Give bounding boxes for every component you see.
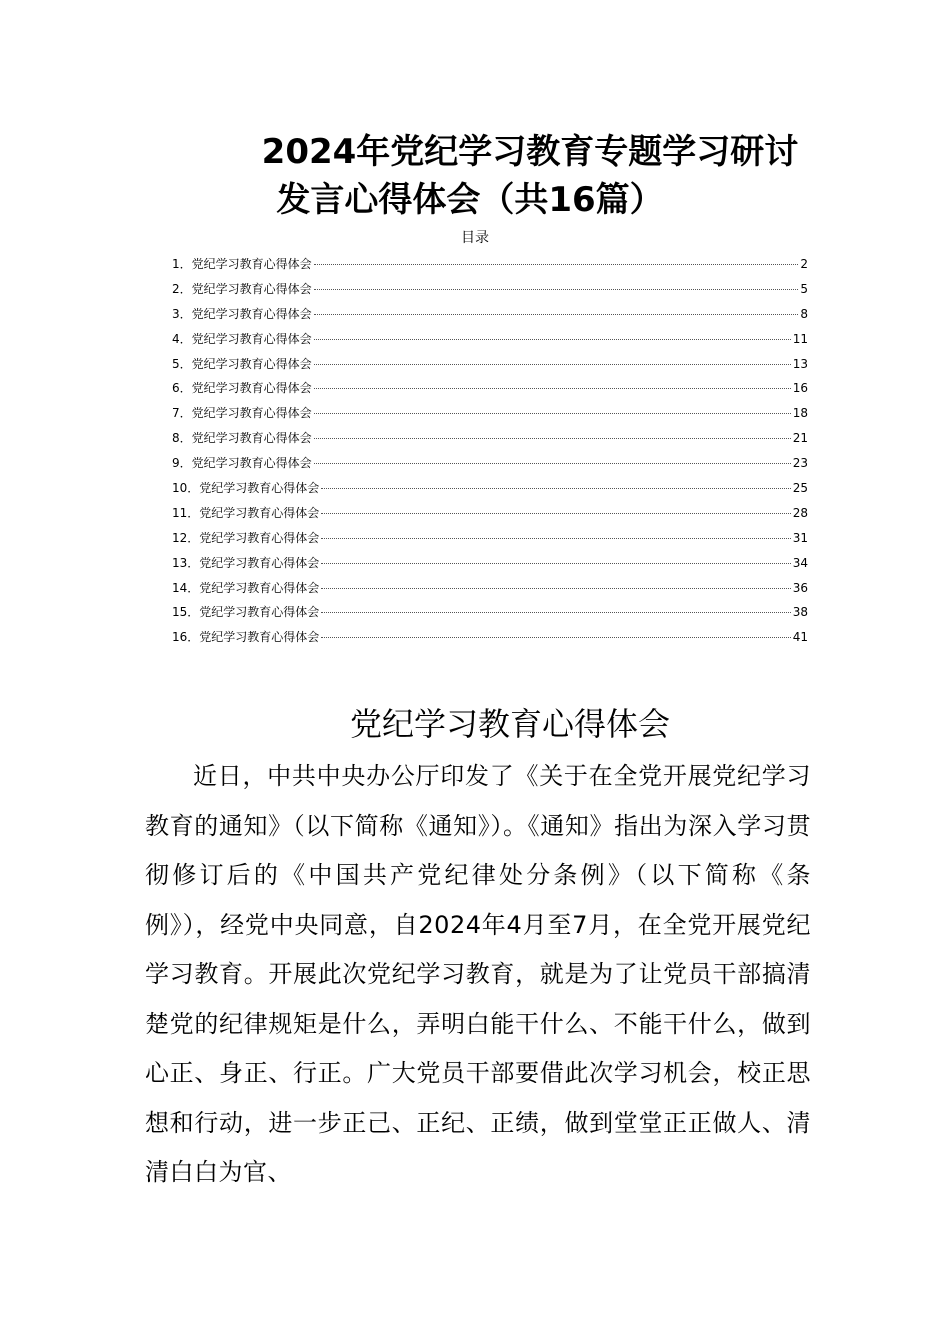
toc-entry-5[interactable]: [172, 352, 808, 377]
toc-entry-page: 31: [792, 530, 808, 545]
toc-entry-number: 3．: [172, 306, 192, 321]
toc-entry-number: 10．: [172, 481, 200, 496]
toc-entry-label: 党纪学习教育心得体会: [199, 530, 320, 545]
toc-entry-number: 4．: [172, 331, 192, 346]
toc-leader-dots: [321, 612, 790, 613]
toc-entry-page: 34: [792, 555, 808, 570]
table-of-contents: [172, 252, 808, 650]
document-title-line2: 发言心得体会（共16篇）: [276, 180, 664, 220]
toc-entry-page: 36: [792, 580, 808, 595]
toc-entry-page: 8: [800, 306, 808, 321]
toc-leader-dots: [314, 289, 799, 290]
toc-entry-number: 13．: [172, 555, 200, 570]
toc-entry-page: 18: [792, 406, 808, 421]
toc-leader-dots: [314, 364, 791, 365]
section-title: 党纪学习教育心得体会: [349, 705, 670, 743]
toc-entry-12[interactable]: [172, 526, 808, 551]
toc-entry-8[interactable]: [172, 426, 808, 451]
toc-entry-7[interactable]: [172, 401, 808, 426]
toc-entry-number: 1．: [172, 257, 192, 271]
toc-leader-dots: [321, 513, 790, 514]
toc-entry-number: 7．: [172, 406, 192, 421]
body-paragraph: 近日，中共中央办公厅印发了《关于在全党开展党纪学习教育的通知》（以下简称《通知》）。《通知》指出为深入学习贯彻修订后的《中国共产党纪律处分条例》（以下简称《条例》），经党中央同意，自2024年4月至7月，在全党开展党纪学习教育。开展此次党纪学习教育，就是为了让党员干部搞清楚党的纪律规矩是什么，弄明白能干什么、不能干什么，做到心正、身正、行正。广大党员干部要借此次学习机会，校正思想和行动，进一步正己、正纪、正绩，做到堂堂正正做人、清清白白为官、: [145, 762, 811, 1186]
toc-entry-page: 38: [792, 605, 808, 620]
toc-leader-dots: [314, 463, 791, 464]
toc-entry-page: 16: [792, 381, 808, 396]
toc-entry-number: 12．: [172, 530, 200, 545]
toc-entry-label: 党纪学习教育心得体会: [191, 331, 312, 346]
toc-entry-16[interactable]: [172, 625, 808, 650]
toc-leader-dots: [314, 264, 799, 265]
toc-entry-page: 21: [792, 431, 808, 446]
toc-entry-4[interactable]: [172, 327, 808, 352]
toc-entry-number: 15．: [172, 605, 200, 620]
toc-entry-label: 党纪学习教育心得体会: [191, 431, 312, 446]
toc-entry-15[interactable]: [172, 600, 808, 625]
toc-entry-label: 党纪学习教育心得体会: [199, 605, 320, 620]
toc-entry-6[interactable]: [172, 376, 808, 401]
document-title: [140, 128, 880, 224]
toc-entry-page: 13: [792, 356, 808, 371]
toc-entry-number: 5．: [172, 356, 192, 371]
toc-entry-number: 6．: [172, 381, 192, 396]
toc-entry-page: 5: [800, 281, 808, 296]
toc-entry-number: 16．: [172, 630, 200, 645]
toc-entry-label: 党纪学习教育心得体会: [191, 281, 312, 296]
toc-leader-dots: [321, 588, 790, 589]
toc-entry-page: 11: [792, 331, 808, 346]
toc-entry-13[interactable]: [172, 551, 808, 576]
toc-leader-dots: [321, 538, 790, 539]
toc-entry-10[interactable]: [172, 476, 808, 501]
toc-entry-page: 28: [792, 505, 808, 520]
toc-entry-label: 党纪学习教育心得体会: [191, 381, 312, 396]
toc-entry-label: 党纪学习教育心得体会: [191, 456, 312, 471]
toc-leader-dots: [321, 563, 790, 564]
toc-entry-11[interactable]: [172, 501, 808, 526]
toc-entry-page: 23: [792, 456, 808, 471]
toc-entry-label: 党纪学习教育心得体会: [199, 580, 320, 595]
toc-entry-1[interactable]: [172, 252, 808, 277]
toc-entry-number: 8．: [172, 431, 192, 446]
toc-entry-label: 党纪学习教育心得体会: [191, 257, 312, 271]
toc-entry-number: 11．: [172, 505, 200, 520]
toc-heading: 目录: [461, 230, 489, 246]
toc-leader-dots: [314, 438, 791, 439]
toc-entry-page: 41: [792, 630, 808, 645]
toc-entry-label: 党纪学习教育心得体会: [191, 306, 312, 321]
toc-leader-dots: [314, 339, 791, 340]
toc-entry-3[interactable]: [172, 302, 808, 327]
toc-entry-label: 党纪学习教育心得体会: [199, 555, 320, 570]
toc-leader-dots: [321, 488, 790, 489]
toc-entry-number: 2．: [172, 281, 192, 296]
toc-entry-label: 党纪学习教育心得体会: [199, 630, 320, 645]
document-title-line1: 2024年党纪学习教育专题学习研讨: [261, 132, 799, 172]
toc-entry-label: 党纪学习教育心得体会: [199, 481, 320, 496]
toc-entry-14[interactable]: [172, 576, 808, 601]
toc-leader-dots: [314, 388, 791, 389]
toc-entry-2[interactable]: [172, 277, 808, 302]
toc-entry-label: 党纪学习教育心得体会: [199, 505, 320, 520]
toc-entry-page: 2: [800, 257, 808, 271]
toc-entry-label: 党纪学习教育心得体会: [191, 406, 312, 421]
toc-entry-label: 党纪学习教育心得体会: [191, 356, 312, 371]
toc-entry-page: 25: [792, 481, 808, 496]
toc-leader-dots: [314, 413, 791, 414]
toc-entry-number: 14．: [172, 580, 200, 595]
toc-leader-dots: [321, 637, 790, 638]
toc-entry-9[interactable]: [172, 451, 808, 476]
toc-entry-number: 9．: [172, 456, 192, 471]
toc-leader-dots: [314, 314, 799, 315]
